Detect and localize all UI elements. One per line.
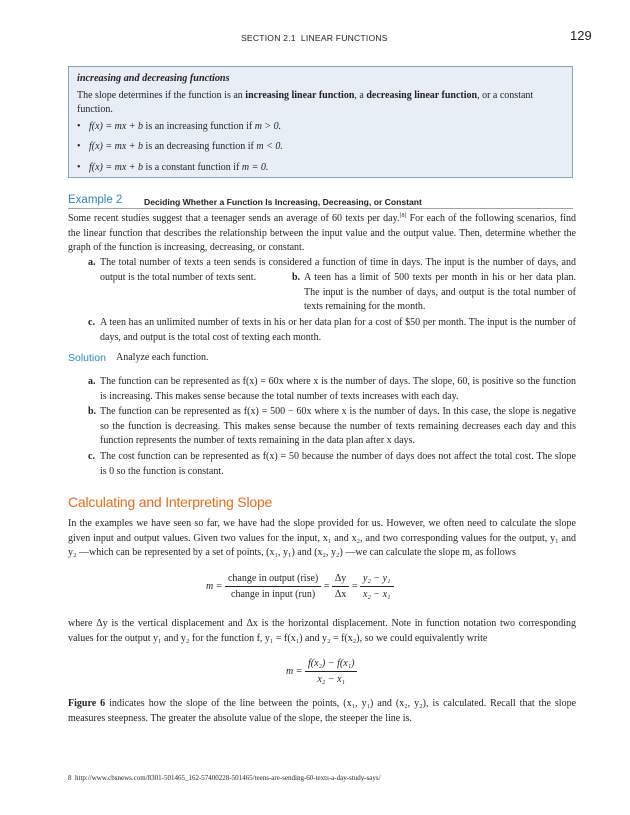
definition-bullet: • f(x) = mx + b is an decreasing function if m < 0. — [77, 140, 564, 155]
fraction-function: $\frac{\text{f(x₂) − f(x₁)}}{\text{x₂ − x₁}}$ — [305, 656, 357, 687]
figure-reference[interactable]: Figure 6 — [68, 698, 106, 709]
running-head: SECTION 2.1 LINEAR FUNCTIONS — [241, 33, 388, 43]
definition-box — [68, 66, 573, 178]
footnote-number: 8 — [68, 774, 72, 782]
fraction-rise-run: $\frac{\text{change in output (rise)}}{\text{change in input (run)}}$ — [225, 571, 321, 602]
footnote — [68, 771, 381, 786]
solution-intro: Analyze each function. — [116, 352, 209, 363]
definition-bullet: • f(x) = mx + b is a constant function if m = 0. — [77, 161, 564, 176]
section-heading: Calculating and Interpreting Slope — [68, 494, 273, 510]
section-paragraph-2: where Δy is the vertical displacement and Δx is the horizontal displacement. Note in function notation two corresponding values for the output y₁ and y₂ for the function f, y₁ = f(x₁) and y₂ = f(x₂), so we could equivalently write — [68, 618, 576, 644]
definition-intro: The slope determines if the function is an increasing linear function, a decreasing linear function, or a constant function. — [77, 89, 534, 115]
definition-list — [77, 120, 564, 176]
footnote-link[interactable]: http://www.cbsnews.com/8301-501465_162-57400228-501465/teens-are-sending-60-texts-a-day-study-says/ — [75, 774, 381, 782]
slope-equation: m = $\frac{\text{change in output (rise)}}{\text{change in input (run)}}$ = $\frac{\Delta y}{\Delta x}$ = $\frac{\text{y₂ − y₁}}{\text{x₂ − x₁}}$ — [206, 571, 506, 607]
running-head-title: LINEAR FUNCTIONS — [300, 33, 388, 43]
fraction-delta: $\frac{\Delta y}{\Delta x}$ — [332, 571, 349, 602]
example-intro: Some recent studies suggest that a teenager sends an average of 60 texts per day.[8] For each of the following scenarios, find the linear function that describes the relationship between the input value and the output value. Then, determine whether the graph of the function is increasing, decreasing, or constant. — [68, 213, 576, 253]
example-divider — [68, 208, 573, 209]
footnote-ref[interactable]: [8] — [399, 213, 407, 219]
example-title: Deciding Whether a Function Is Increasing, Decreasing, or Constant — [144, 197, 422, 207]
section-paragraph-3: Figure 6 indicates how the slope of the line between the points, (x₁, y₁) and (x₂, y₂), is calculated. Recall that the slope measures steepness. The greater the absolute value of the slope, the steeper the line is. — [68, 698, 577, 724]
page-number: 129 — [570, 28, 592, 43]
section-paragraph-1: In the examples we have seen so far, we have had the slope provided for us. However, we often need to calculate the slope given input and output values. Given two values for the input, x₁ and x₂, and two corresponding values for the output, y₁ and y₂ —which can be represented by a set of points, (x₁, y₁) and (x₂, y₂) —we can calculate the slope m, as follows — [68, 518, 576, 558]
page-header — [0, 29, 630, 45]
fraction-points: $\frac{\text{y₂ − y₁}}{\text{x₂ − x₁}}$ — [360, 571, 394, 602]
example-label: Example 2 — [68, 194, 123, 206]
definition-title: increasing and decreasing functions — [77, 73, 230, 84]
slope-function-equation: m = $\frac{\text{f(x₂) − f(x₁)}}{\text{x₂ − x₁}}$ — [286, 656, 406, 692]
definition-bullet: • f(x) = mx + b is an increasing function if m > 0. — [77, 120, 564, 135]
solution-label: Solution — [68, 352, 106, 364]
